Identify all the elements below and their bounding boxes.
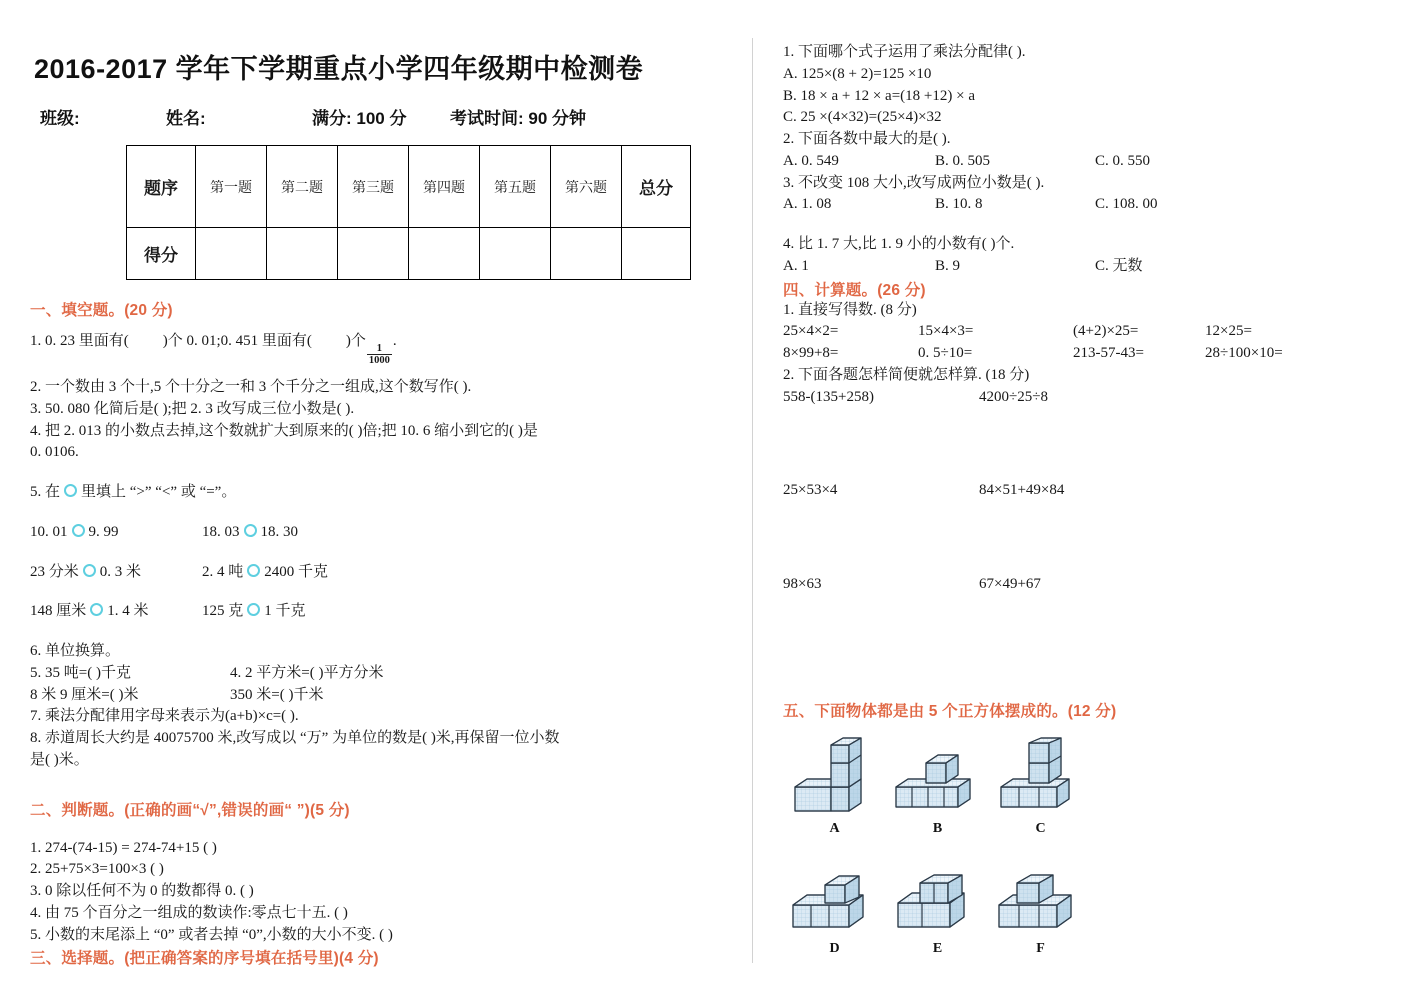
compare-left-1: 10. 01: [30, 523, 68, 540]
compare-circle-icon[interactable]: [72, 524, 85, 537]
calc-simplify-5: 98×63: [783, 576, 822, 592]
calc-simplify-4: 84×51+49×84: [979, 482, 1065, 499]
fill-q8-line1: 8. 赤道周长大约是 40075700 米,改写成以 “万” 为单位的数是( )米,再保留一位小数: [30, 730, 560, 747]
compare-right-5: 1. 4 米: [107, 603, 149, 620]
choice-q2-opt-a[interactable]: A. 0. 549: [783, 152, 839, 169]
cube-diagram-d-icon: [789, 873, 881, 939]
exam-meta-row: [0, 104, 742, 129]
fill-q8-line2: 是( )米。: [30, 751, 89, 768]
tf-item-2: 2. 25+75×3=100×3 ( ): [30, 861, 164, 878]
score-cell-5[interactable]: [480, 228, 551, 280]
score-cell-4[interactable]: [409, 228, 480, 280]
unit-conversion-row-1: [30, 663, 732, 685]
tf-item-1: 1. 274-(74-15) = 274-74+15 ( ): [30, 839, 217, 856]
cube-figure-f: [989, 873, 1092, 957]
choice-q1-opt-a[interactable]: A. 125×(8 + 2)=125 ×10: [783, 65, 932, 82]
choice-q3-opt-b[interactable]: B. 10. 8: [935, 196, 983, 213]
right-content: [783, 0, 1421, 957]
choice-q2-options: [783, 151, 1421, 173]
choice-q4-opt-c[interactable]: C. 无数: [1095, 257, 1143, 274]
choice-q3: 3. 不改变 108 大小,改写成两位小数是( ).: [783, 174, 1045, 191]
choice-q2-opt-b[interactable]: B. 0. 505: [935, 152, 991, 169]
tf-item-5: 5. 小数的末尾添上 “0” 或者去掉 “0”,小数的大小不变. ( ): [30, 926, 393, 943]
cube-label-d: D: [829, 940, 840, 956]
page-title: 2016-2017 学年下学期重点小学四年级期中检测卷: [34, 54, 644, 84]
calc-row-2: [783, 343, 1421, 365]
left-content: [0, 280, 742, 968]
score-table-col-6: 第六题: [551, 146, 622, 228]
compare-pair-2: [202, 522, 298, 544]
compare-left-5: 148 厘米: [30, 603, 87, 620]
section-heading-cubes: 五、下面物体都是由 5 个正方体摆成的。(12 分): [783, 702, 1117, 720]
calc-expr-4: 12×25=: [1205, 323, 1252, 340]
score-row-label: 得分: [127, 228, 196, 280]
score-table-col-3: 第三题: [338, 146, 409, 228]
unit-conversion-2: 4. 2 平方米=( )平方分米: [230, 664, 384, 681]
cube-label-c: C: [1035, 820, 1046, 836]
choice-q2-opt-c[interactable]: C. 0. 550: [1095, 152, 1151, 169]
fraction-one-thousandth: [367, 343, 392, 366]
compare-circle-icon[interactable]: [247, 603, 260, 616]
choice-q1-opt-b[interactable]: B. 18 × a + 12 × a=(18 +12) × a: [783, 87, 975, 104]
score-cell-total[interactable]: [622, 228, 691, 280]
fill-q3: 3. 50. 080 化简后是( );把 2. 3 改写成三位小数是( ).: [30, 400, 355, 417]
score-cell-2[interactable]: [267, 228, 338, 280]
section-heading-calculation: 四、计算题。(26 分): [783, 281, 926, 299]
fill-q1-part-b: )个 0. 01;0. 451 里面有(: [162, 333, 312, 349]
section-heading-fill-blank: 一、填空题。(20 分): [30, 302, 173, 319]
table-row: [127, 228, 691, 280]
compare-row-3: [30, 601, 732, 623]
choice-q4: 4. 比 1. 7 大,比 1. 9 小的小数有( )个.: [783, 236, 1015, 252]
fill-q5: [30, 482, 732, 504]
compare-right-4: 2400 千克: [264, 563, 329, 580]
fraction-numerator: 1: [367, 343, 392, 355]
tf-item-4: 4. 由 75 个百分之一组成的数读作:零点七十五. ( ): [30, 904, 348, 921]
calc-simplify-3: 25×53×4: [783, 482, 838, 499]
calc-row-1: [783, 321, 1421, 343]
fill-q4-line2: 0. 0106.: [30, 444, 79, 461]
fill-q1-part-d: .: [392, 333, 397, 349]
cube-row-top: [783, 737, 1421, 837]
compare-circle-icon[interactable]: [64, 484, 77, 497]
choice-q2: 2. 下面各数中最大的是( ).: [783, 131, 951, 147]
compare-circle-icon[interactable]: [247, 564, 260, 577]
cube-figure-c: [989, 737, 1092, 837]
name-label: 姓名:: [166, 109, 206, 128]
unit-conversion-row-2: [30, 685, 732, 707]
cube-diagram-c-icon: [995, 737, 1087, 819]
calc-simplify-2: 4200÷25÷8: [979, 388, 1048, 405]
fraction-denominator: 1000: [368, 355, 390, 367]
cube-diagram-b-icon: [892, 737, 984, 819]
compare-right-3: 0. 3 米: [99, 563, 142, 580]
choice-q1: 1. 下面哪个式子运用了乘法分配律( ).: [783, 44, 1026, 60]
cube-row-bottom: [783, 873, 1421, 957]
fill-q6-title: 6. 单位换算。: [30, 643, 121, 660]
table-row: [127, 146, 691, 228]
compare-left-2: 18. 03: [202, 523, 240, 540]
cube-diagram-e-icon: [892, 873, 984, 939]
compare-row-1: [30, 522, 732, 544]
choice-q3-opt-c[interactable]: C. 108. 00: [1095, 196, 1158, 213]
fill-q4-line1: 4. 把 2. 013 的小数点去掉,这个数就扩大到原来的( )倍;把 10. 6 缩小到它的( )是: [30, 422, 538, 439]
right-column: [783, 0, 1421, 982]
compare-pair-6: [202, 601, 306, 623]
score-table-col-4: 第四题: [409, 146, 480, 228]
cube-label-f: F: [1036, 940, 1045, 956]
compare-right-2: 18. 30: [260, 523, 298, 540]
unit-conversion-3: 8 米 9 厘米=( )米: [30, 686, 139, 703]
score-table-col-2: 第二题: [267, 146, 338, 228]
choice-q4-opt-b[interactable]: B. 9: [935, 257, 961, 274]
cube-figure-a: [783, 737, 886, 837]
cube-figure-b: [886, 737, 989, 837]
unit-conversion-4: 350 米=( )千米: [230, 686, 324, 703]
compare-right-6: 1 千克: [264, 603, 306, 620]
calc-expr-2: 15×4×3=: [918, 323, 974, 340]
cube-label-e: E: [932, 940, 943, 956]
calc-simplify-row-2: [783, 480, 1421, 502]
compare-circle-icon[interactable]: [244, 524, 257, 537]
fill-q2: 2. 一个数由 3 个十,5 个十分之一和 3 个千分之一组成,这个数写作( ).: [30, 379, 472, 396]
compare-row-2: [30, 562, 732, 584]
fill-q7: 7. 乘法分配律用字母来表示为(a+b)×c=( ).: [30, 708, 299, 725]
class-label: 班级:: [40, 109, 80, 128]
fill-q1-part-a: 1. 0. 23 里面有(: [30, 333, 129, 349]
compare-left-6: 125 克: [202, 603, 244, 620]
cube-label-a: A: [829, 820, 840, 836]
section-heading-multiple-choice: 三、选择题。(把正确答案的序号填在括号里)(4 分): [30, 950, 379, 968]
calc-expr-3: (4+2)×25=: [1073, 323, 1139, 340]
compare-circle-icon[interactable]: [83, 564, 96, 577]
calc-simplify-6: 67×49+67: [979, 576, 1041, 592]
calc-sub1-title: 1. 直接写得数. (8 分): [783, 301, 917, 318]
calc-simplify-1: 558-(135+258): [783, 388, 874, 405]
cube-diagram-a-icon: [789, 737, 881, 819]
score-cell-6[interactable]: [551, 228, 622, 280]
cube-figure-e: [886, 873, 989, 957]
calc-expr-5: 8×99+8=: [783, 345, 839, 361]
score-table-col-5: 第五题: [480, 146, 551, 228]
compare-pair-3: [30, 562, 202, 584]
tf-item-3: 3. 0 除以任何不为 0 的数都得 0. ( ): [30, 883, 254, 900]
compare-left-3: 23 分米: [30, 563, 79, 580]
calc-expr-6: 0. 5÷10=: [918, 345, 973, 361]
fill-q1: [30, 331, 732, 366]
score-cell-1[interactable]: [196, 228, 267, 280]
cube-diagram-f-icon: [995, 873, 1087, 939]
compare-circle-icon[interactable]: [90, 603, 103, 616]
score-cell-3[interactable]: [338, 228, 409, 280]
calc-expr-1: 25×4×2=: [783, 323, 839, 340]
exam-time-label: 考试时间: 90 分钟: [450, 109, 587, 128]
calc-simplify-row-1: [783, 387, 1421, 409]
choice-q3-opt-a[interactable]: A. 1. 08: [783, 196, 832, 213]
column-divider: [752, 38, 753, 963]
score-table-row-label: 题序: [127, 146, 196, 228]
compare-pair-5: [30, 601, 202, 623]
choice-q4-opt-a[interactable]: A. 1: [783, 257, 809, 274]
score-table: [126, 145, 691, 280]
cube-figures: [783, 737, 1421, 957]
calc-simplify-row-3: [783, 574, 1421, 596]
fill-q1-part-c: )个: [345, 333, 366, 349]
choice-q3-options: [783, 194, 1421, 216]
compare-left-4: 2. 4 吨: [202, 563, 244, 580]
section-heading-true-false: 二、判断题。(正确的画“√”,错误的画“ ”)(5 分): [30, 801, 350, 819]
score-table-total-label: 总分: [622, 146, 691, 228]
choice-q1-opt-c[interactable]: C. 25 ×(4×32)=(25×4)×32: [783, 109, 942, 126]
compare-right-1: 9. 99: [88, 523, 119, 540]
calc-sub2-title: 2. 下面各题怎样简便就怎样算. (18 分): [783, 366, 1030, 383]
fill-q5-suffix: 里填上 “>” “<” 或 “=”。: [81, 484, 237, 501]
score-table-col-1: 第一题: [196, 146, 267, 228]
unit-conversion-1: 5. 35 吨=( )千克: [30, 664, 131, 681]
compare-pair-4: [202, 562, 328, 584]
full-score-label: 满分: 100 分: [312, 109, 407, 128]
fill-q5-prefix: 5. 在: [30, 484, 61, 501]
compare-pair-1: [30, 522, 202, 544]
calc-expr-8: 28÷100×10=: [1205, 345, 1283, 361]
cube-figure-d: [783, 873, 886, 957]
calc-expr-7: 213-57-43=: [1073, 345, 1144, 361]
cube-label-b: B: [932, 820, 943, 836]
choice-q4-options: [783, 256, 1421, 278]
